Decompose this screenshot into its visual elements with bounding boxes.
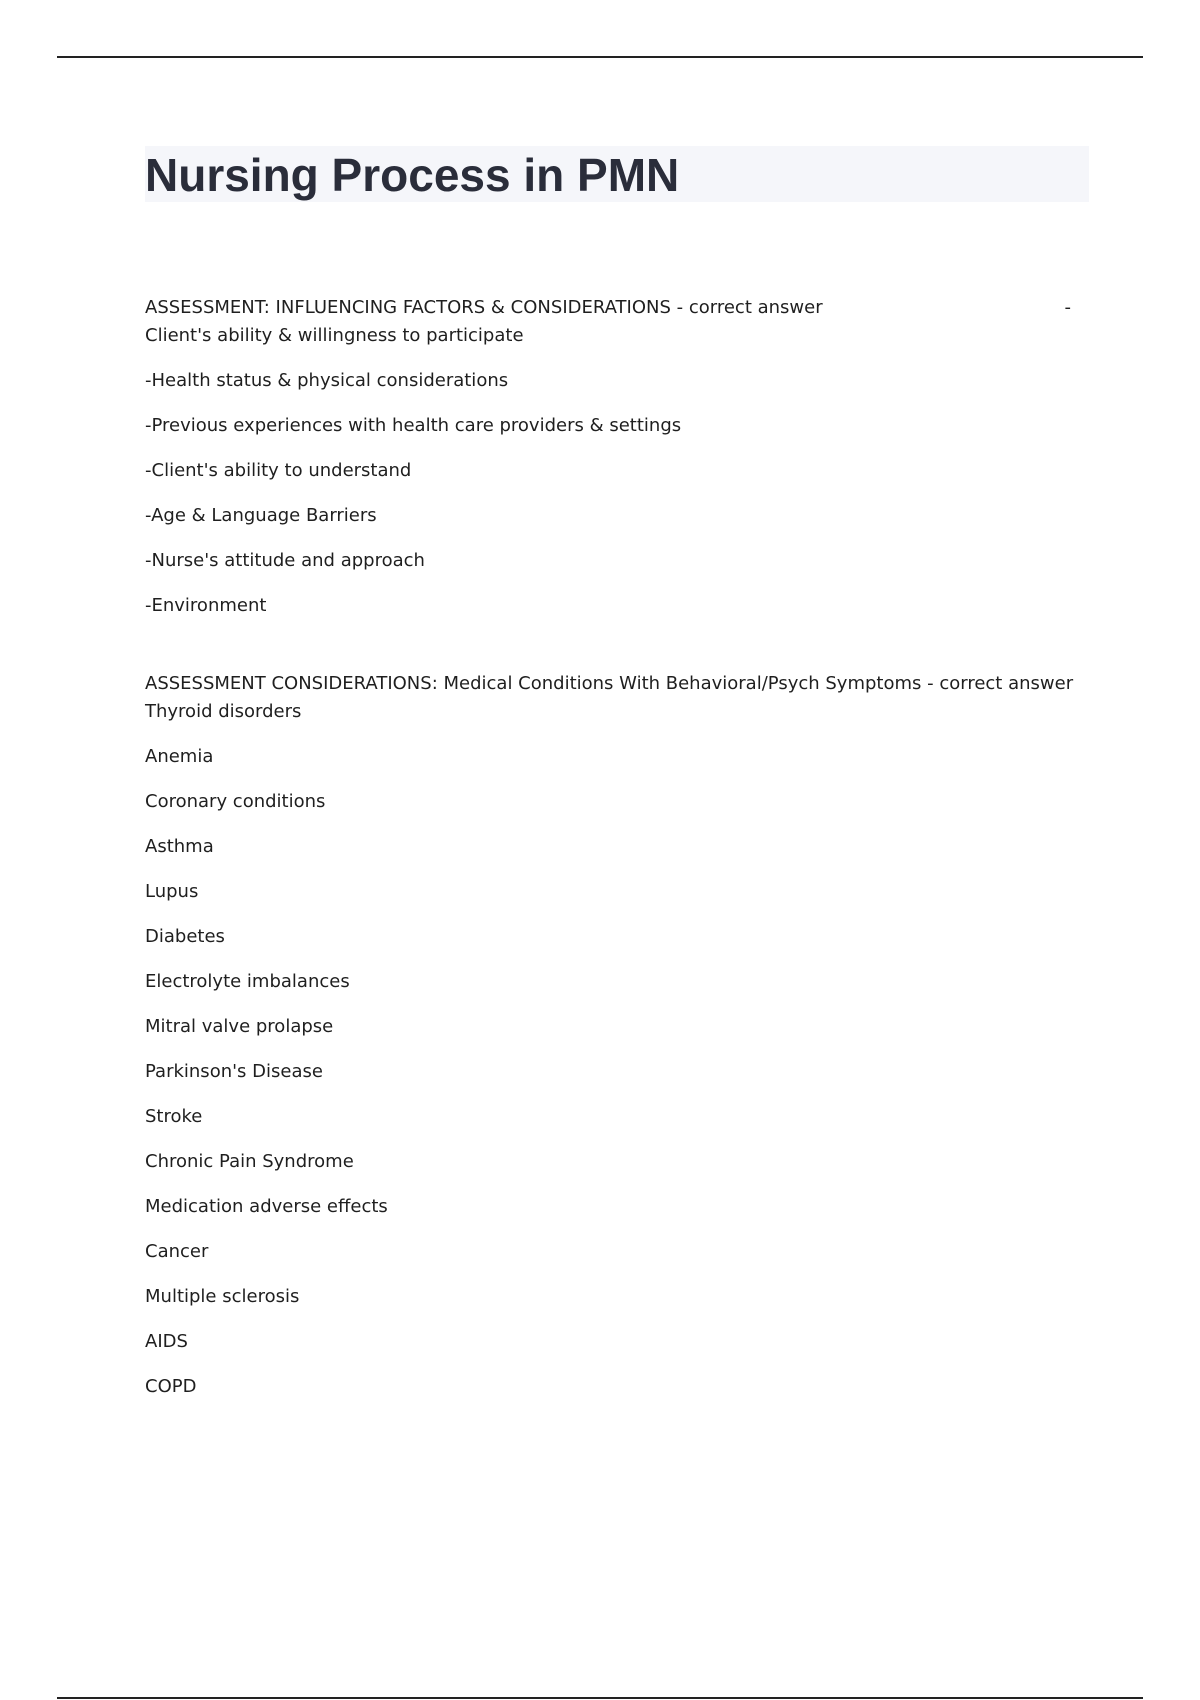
answer-line: Chronic Pain Syndrome: [145, 1151, 354, 1172]
answer-line: -Nurse's attitude and approach: [145, 550, 425, 571]
answer-line: -Age & Language Barriers: [145, 505, 377, 526]
header-rule: [57, 56, 1143, 58]
answer-line: Cancer: [145, 1241, 209, 1262]
answer-line: Thyroid disorders: [145, 701, 302, 722]
answer-line: Client's ability & willingness to participate: [145, 325, 524, 346]
answer-line: Coronary conditions: [145, 791, 326, 812]
answer-line: Mitral valve prolapse: [145, 1016, 334, 1037]
trailing-dash: -: [1064, 297, 1071, 318]
question-text-row: [145, 670, 1089, 698]
answer-line: Lupus: [145, 881, 199, 902]
page-title: Nursing Process in PMN: [145, 149, 680, 201]
document-body: [145, 146, 1089, 1401]
answer-line: Asthma: [145, 836, 214, 857]
title-banner: [145, 146, 1089, 202]
answer-line: -Environment: [145, 595, 267, 616]
qa-entry-medical-conditions: [145, 670, 1089, 1401]
answer-line: Multiple sclerosis: [145, 1286, 300, 1307]
answer-line: AIDS: [145, 1331, 188, 1352]
answer-line: Medication adverse effects: [145, 1196, 388, 1217]
answer-line: Diabetes: [145, 926, 225, 947]
question-text: ASSESSMENT: INFLUENCING FACTORS & CONSIDERATIONS - correct answer: [145, 297, 823, 318]
answer-line: -Health status & physical considerations: [145, 370, 509, 391]
answer-line: Stroke: [145, 1106, 203, 1127]
answer-line: -Client's ability to understand: [145, 460, 412, 481]
answer-line: Parkinson's Disease: [145, 1061, 323, 1082]
answer-line: Electrolyte imbalances: [145, 971, 350, 992]
question-text-row: [145, 294, 1089, 322]
answer-line: -Previous experiences with health care providers & settings: [145, 415, 682, 436]
answer-line: COPD: [145, 1376, 197, 1397]
question-text: ASSESSMENT CONSIDERATIONS: Medical Conditions With Behavioral/Psych Symptoms - correct answer: [145, 673, 1074, 694]
footer-rule: [57, 1697, 1143, 1699]
qa-entry-influencing-factors: [145, 294, 1089, 620]
answer-line: Anemia: [145, 746, 214, 767]
